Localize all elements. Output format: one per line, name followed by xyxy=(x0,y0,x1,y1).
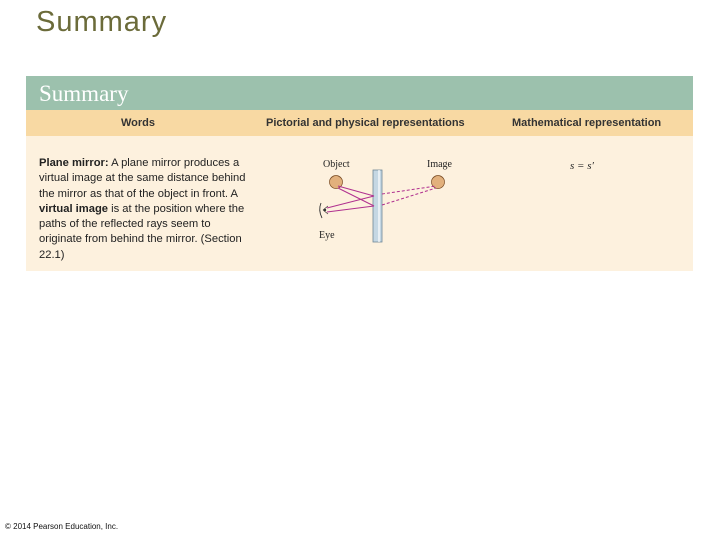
diagram-label-eye: Eye xyxy=(319,230,335,241)
words-cell xyxy=(39,156,247,263)
slide-title: Summary xyxy=(36,6,168,38)
mirror-icon xyxy=(373,170,382,242)
column-header-words: Words xyxy=(121,117,156,129)
term-plane-mirror: Plane mirror: xyxy=(39,157,109,169)
diagram-label-image: Image xyxy=(427,159,452,170)
equation: s = s′ xyxy=(570,160,594,172)
panel-title: Summary xyxy=(39,81,129,106)
words-text-2: is at the position where the paths of the reflected rays seem to originate from behind the mirror. (Section 22.1) xyxy=(39,202,245,261)
panel-header xyxy=(26,76,693,110)
column-header-pictorial: Pictorial and physical representations xyxy=(266,117,465,129)
copyright-footer: © 2014 Pearson Education, Inc. xyxy=(5,522,119,531)
term-virtual-image: virtual image xyxy=(39,202,109,215)
column-header-math: Mathematical representation xyxy=(512,117,662,129)
diagram-label-object: Object xyxy=(323,159,350,170)
summary-panel xyxy=(26,76,693,271)
mirror-diagram xyxy=(288,158,468,258)
eye-icon xyxy=(320,203,328,218)
words-text-1: A plane mirror produces a virtual image at the same distance behind the mirror as that of the object in front. A xyxy=(39,157,246,200)
column-header-row xyxy=(26,110,693,136)
